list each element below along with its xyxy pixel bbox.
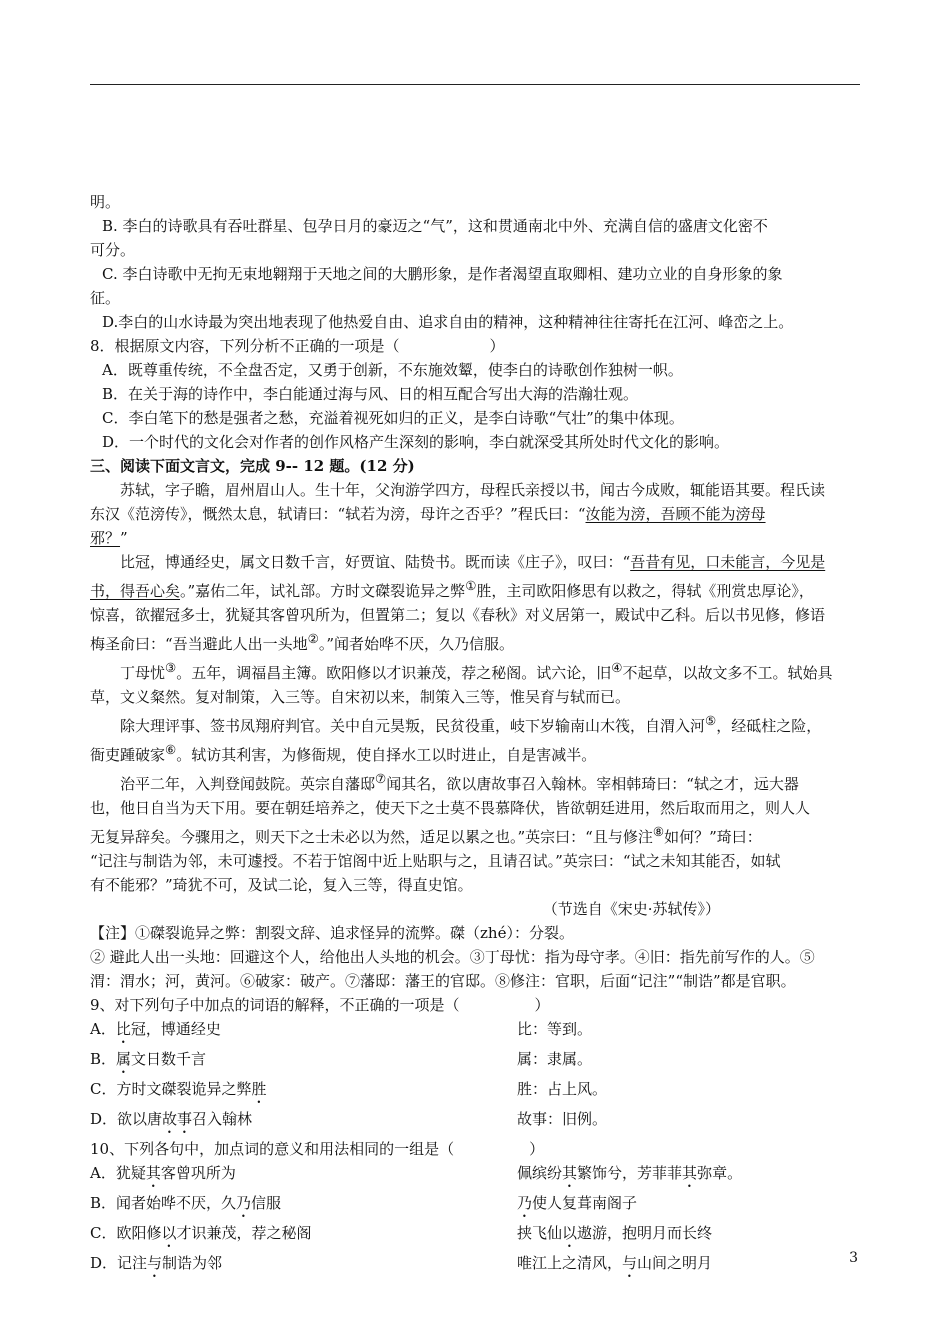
underlined-sentence: 汝能为滂，吾顾不能为滂母 [585, 505, 766, 523]
q10-option-b: B．闻者始哗不厌，久乃信服 乃使人复葺南阁子 [90, 1194, 638, 1212]
q9-option-a: A．比冠，博通经史 比：等到。 [90, 1020, 593, 1038]
q10-option-a: A．犹疑其客曾巩所为 佩缤纷其繁饰兮，芳菲菲其弥章。 [90, 1164, 743, 1182]
option-d-line: D.李白的山水诗最为突出地表现了他热爱自由、追求自由的精神，这种精神往往寄托在江河、峰峦之上。 [102, 313, 794, 331]
footnote-marker: ① [465, 578, 477, 593]
underlined-sentence: 书，得吾心矣 [90, 582, 181, 600]
q10-option-d: D．记注与制诰为邻 唯江上之清风，与山间之明月 [90, 1254, 713, 1272]
passage-line: 有不能邪？”琦犹不可，及试二论，复入三等，得直史馆。 [90, 876, 473, 894]
passage-line: 比冠，博通经史，属文日数千言，好贾谊、陆贽书。既而读《庄子》，叹曰：“吾昔有见，口未能言，今见是 [120, 553, 826, 571]
q8-option-d: D．一个时代的文化会对作者的创作风格产生深刻的影响，李白就深受其所处时代文化的影响。 [102, 433, 730, 451]
q9-option-b: B．属文日数千言 属：隶属。 [90, 1050, 593, 1068]
section-3-heading: 三、阅读下面文言文，完成 9-- 12 题。(12 分) [90, 457, 415, 475]
annotation-line: ② 避此人出一头地：回避这个人，给他出人头地的机会。③丁母忧：指为母守孝。④旧：指先前写作的人。⑤ [90, 948, 815, 966]
q9-option-c: C．方时文磔裂诡异之弊胜 胜：占上风。 [90, 1080, 608, 1098]
footnote-marker: ⑧ [652, 824, 665, 839]
question-8: 8．根据原文内容，下列分析不正确的一项是（ ） [90, 337, 505, 355]
question-10: 10、下列各句中，加点词的意义和用法相同的一组是（ ） [90, 1140, 545, 1158]
footnote-marker: ⑤ [705, 713, 717, 728]
passage-line: 书，得吾心矣。”嘉佑二年，试礼部。方时文磔裂诡异之弊①胜，主司欧阳修思有以救之，得轼《刑赏忠厚论》， [90, 578, 814, 600]
passage-line: 梅圣俞曰：“吾当避此人出一头地②。”闻者始哗不厌，久乃信服。 [90, 631, 515, 653]
option-c-line-1: C. 李白诗歌中无拘无束地翱翔于天地之间的大鹏形象，是作者渴望直取卿相、建功立业的自身形象的象 [102, 265, 783, 283]
text-line: 明。 [90, 193, 121, 211]
dotted-word: 属 [116, 1050, 132, 1068]
underlined-sentence: 吾昔有见，口未能言，今见是 [630, 553, 826, 571]
dotted-word: 比 [115, 1020, 131, 1038]
document-body [90, 190, 860, 1281]
passage-line: 草，文义粲然。复对制策，入三等。自宋初以来，制策入三等，惟吴育与轼而已。 [90, 688, 631, 706]
passage-line: 惊喜，欲擢冠多士，犹疑其客曾巩所为，但置第二；复以《春秋》对义居第一，殿试中乙科。后以书见修，修语 [90, 606, 826, 624]
footnote-marker: ④ [611, 660, 623, 675]
annotation-line: 【注】①磔裂诡异之弊：割裂文辞、追求怪异的流弊。磔（zhé）：分裂。 [90, 924, 574, 942]
footnote-marker: ⑦ [375, 771, 387, 786]
page-number: 3 [849, 1250, 858, 1266]
underlined-sentence: 邪？ [90, 529, 121, 547]
dotted-word: 与 [622, 1254, 638, 1272]
dotted-word: 乃 [517, 1194, 533, 1212]
dotted-word: 故事 [162, 1110, 193, 1128]
passage-line: 邪？” [90, 529, 128, 547]
dotted-word: 乃 [236, 1194, 252, 1212]
passage-line: 东汉《范滂传》，慨然太息，轼请曰：“轼若为滂，母许之否乎？”程氏曰：“汝能为滂，吾顾不能为滂母 [90, 505, 766, 523]
footnote-marker: ⑥ [165, 742, 177, 757]
dotted-word: 以 [161, 1224, 177, 1242]
q8-option-a: A．既尊重传统，不全盘否定，又勇于创新，不东施效颦，使李白的诗歌创作独树一帜。 [102, 361, 683, 379]
passage-line: 苏轼，字子瞻，眉州眉山人。生十年，父洵游学四方，母程氏亲授以书，闻古今成败，辄能语其要。程氏读 [120, 481, 826, 499]
passage-line: 丁母忧③。五年，调福昌主簿。欧阳修以才识兼茂，荐之秘阁。试六论，旧④不起草，以故文多不工。轼始具 [120, 660, 833, 682]
passage-line: 治平二年，入判登闻鼓院。英宗自藩邸⑦闻其名，欲以唐故事召入翰林。宰相韩琦曰：“轼之才，远大器 [120, 771, 799, 793]
q8-option-b: B．在关于海的诗作中，李白能通过海与风、日的相互配合写出大海的浩瀚壮观。 [102, 385, 639, 403]
passage-line: 无复异辞矣。今骤用之，则天下之士未必以为然，适足以累之也。”英宗曰：“且与修注⑧如何？”琦曰： [90, 824, 762, 846]
q10-option-c: C．欧阳修以才识兼茂，荐之秘阁 挟飞仙以遨游，抱明月而长终 [90, 1224, 713, 1242]
annotation-line: 渭：渭水；河，黄河。⑥破家：破产。⑦藩邸：藩王的官邸。⑧修注：官职，后面“记注”“制诰”都是官职。 [90, 972, 796, 990]
option-c-line-2: 征。 [90, 289, 121, 307]
dotted-word: 与 [147, 1254, 163, 1272]
passage-line: 除大理评事、签书凤翔府判官。关中自元昊叛，民贫役重，岐下岁输南山木筏，自渭入河⑤，经砥柱之险， [120, 713, 822, 735]
question-9: 9、对下列句子中加点的词语的解释，不正确的一项是（ ） [90, 996, 550, 1014]
footnote-marker: ② [307, 631, 319, 646]
footnote-marker: ③ [165, 660, 177, 675]
passage-line: “记注与制诰为邻，未可遽授。不若于馆阁中近上贴职与之，且请召试。”英宗曰：“试之未知其能否，如轼 [90, 852, 781, 870]
dotted-word: 其 [562, 1164, 578, 1182]
q8-option-c: C．李白笔下的愁是强者之愁，充溢着视死如归的正义，是李白诗歌“气壮”的集中体现。 [102, 409, 684, 427]
option-b-line-1: B. 李白的诗歌具有吞吐群星、包孕日月的豪迈之“气”，这和贯通南北中外、充满自信的盛唐文化密不 [102, 217, 768, 235]
dotted-word: 胜 [251, 1080, 267, 1098]
passage-line: 衙吏踵破家⑥。轼访其利害，为修衙规，使自择水工以时进止，自是害减半。 [90, 742, 597, 764]
source-citation: （节选自《宋史·苏轼传》） [542, 900, 720, 918]
dotted-word: 其 [145, 1164, 161, 1182]
q9-option-d: D．欲以唐故事召入翰林 故事：旧例。 [90, 1110, 608, 1128]
dotted-word: 其 [682, 1164, 698, 1182]
passage-line: 也，他日自当为天下用。要在朝廷培养之，使天下之士莫不畏慕降伏，皆欲朝廷进用，然后取而用之，则人人 [90, 799, 811, 817]
option-b-line-2: 可分。 [90, 241, 136, 259]
dotted-word: 以 [562, 1224, 578, 1242]
header-rule [90, 84, 860, 85]
